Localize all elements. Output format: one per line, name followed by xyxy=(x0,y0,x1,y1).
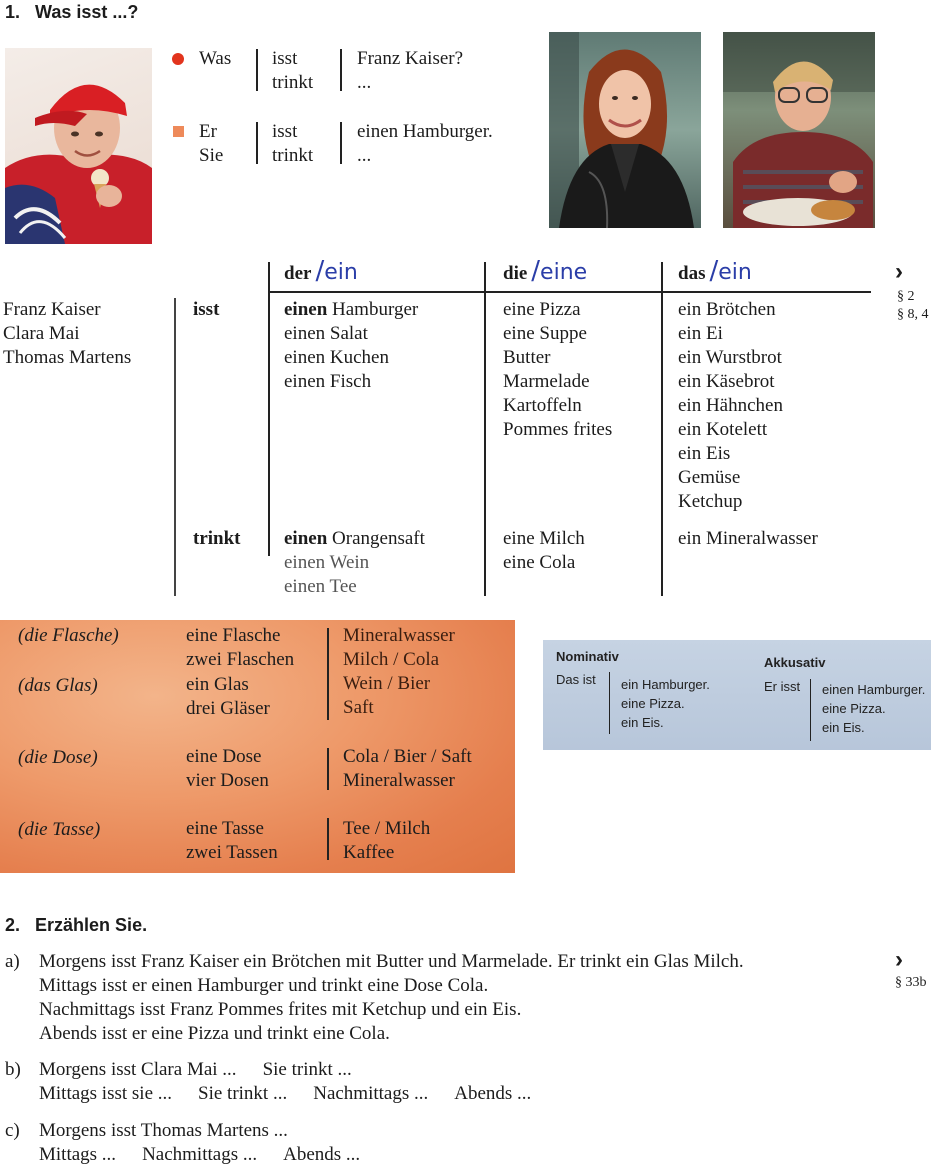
exercise-number: 2. xyxy=(5,915,21,935)
item-label-c: c) xyxy=(5,1120,20,1141)
column-header-der: der /ein xyxy=(284,256,358,286)
list-item: ein Kotelett xyxy=(678,419,768,440)
table-divider xyxy=(174,298,176,596)
akkusativ-title: Akkusativ xyxy=(764,655,826,670)
list-item: eine Pizza xyxy=(503,299,581,320)
exercise-2-heading xyxy=(5,915,147,936)
isst-das-column xyxy=(678,298,783,514)
container-drinks: Cola / Bier / Saft Mineralwasser xyxy=(343,746,472,791)
q-ellipsis: ... xyxy=(357,72,372,93)
verb-trinkt: trinkt xyxy=(193,528,241,549)
divider xyxy=(340,49,342,91)
list-item: einen Hamburger xyxy=(284,299,419,320)
table-divider xyxy=(268,262,270,556)
trinkt-das-column xyxy=(678,527,818,551)
item-b-text: Morgens isst Clara Mai ... Sie trinkt ... Mittags isst sie ... Sie trinkt ... Nachmittags ... Abends ... xyxy=(39,1059,532,1104)
divider xyxy=(256,49,258,91)
list-item: ein Brötchen xyxy=(678,299,776,320)
divider xyxy=(327,628,329,720)
divider xyxy=(609,672,610,734)
photo-woman xyxy=(549,32,701,228)
column-header-die: die /eine xyxy=(503,256,588,286)
name: Franz Kaiser xyxy=(3,299,101,320)
exercise-title: Erzählen Sie. xyxy=(35,915,148,935)
exercise-1-heading xyxy=(5,2,138,23)
akkusativ-items: einen Hamburger. eine Pizza. ein Eis. xyxy=(822,682,926,735)
container-qty: ein Glas drei Gläser xyxy=(186,674,270,719)
a-verb-trinkt: trinkt xyxy=(272,145,314,166)
list-item: ein Ei xyxy=(678,323,723,344)
item-label-a: a) xyxy=(5,951,20,972)
item-a-text: Morgens isst Franz Kaiser ein Brötchen mit Butter und Marmelade. Er trinkt ein Glas Milch. Mittags isst er einen Hamburger und trinkt eine Dose Cola. Nachmittags isst Franz Pommes frites mit Ketchup und ein Eis. Abends isst er eine Pizza und trinkt eine Cola. xyxy=(39,951,744,1044)
article-das: das xyxy=(678,263,706,284)
a-object: einen Hamburger. xyxy=(357,121,493,142)
list-item: einen Tee xyxy=(284,576,357,597)
container-label: (die Flasche) xyxy=(18,625,119,646)
table-header-rule xyxy=(268,291,871,293)
list-item: einen Orangensaft xyxy=(284,528,425,549)
verb-isst: isst xyxy=(193,299,220,320)
divider xyxy=(810,679,811,741)
list-item: einen Kuchen xyxy=(284,347,389,368)
list-item: Pommes frites xyxy=(503,419,613,440)
column-header-das: das /ein xyxy=(678,256,752,286)
article-der: der xyxy=(284,263,312,284)
margin-arrow-icon: › xyxy=(895,258,903,285)
list-item: Ketchup xyxy=(678,491,743,512)
trinkt-die-column xyxy=(503,527,585,575)
list-item: einen Wein xyxy=(284,552,370,573)
a-pronoun-er: Er xyxy=(199,121,217,142)
q-word-was: Was xyxy=(199,48,232,69)
container-qty: eine Flasche zwei Flaschen xyxy=(186,625,295,670)
container-label: (das Glas) xyxy=(18,675,98,696)
container-qty: eine Tasse zwei Tassen xyxy=(186,818,278,863)
q-verb-isst: isst xyxy=(272,48,298,69)
nominativ-title: Nominativ xyxy=(556,649,619,664)
red-bullet-icon xyxy=(172,53,184,65)
orange-square-bullet-icon xyxy=(173,126,184,137)
exercise-title: Was isst ...? xyxy=(35,2,139,22)
q-verb-trinkt: trinkt xyxy=(272,72,314,93)
a-verb-isst: isst xyxy=(272,121,298,142)
names-column xyxy=(3,298,131,370)
q-subject: Franz Kaiser? xyxy=(357,48,464,69)
photo-man-eating xyxy=(723,32,875,228)
list-item: ein Wurstbrot xyxy=(678,347,782,368)
table-divider xyxy=(661,262,663,596)
divider xyxy=(340,122,342,164)
a-pronoun-sie: Sie xyxy=(199,145,224,166)
container-label: (die Dose) xyxy=(18,747,98,768)
exercise-number: 1. xyxy=(5,2,21,22)
list-item: Butter xyxy=(503,347,551,368)
handwritten-eine: eine xyxy=(540,260,588,285)
list-item: ein Hähnchen xyxy=(678,395,783,416)
container-qty: eine Dose vier Dosen xyxy=(186,746,269,791)
margin-arrow-icon: › xyxy=(895,946,903,973)
isst-der-column xyxy=(284,298,418,394)
nominativ-items: ein Hamburger. eine Pizza. ein Eis. xyxy=(621,677,710,730)
margin-reference: § 33b xyxy=(895,975,927,990)
item-c-text: Morgens isst Thomas Martens ... Mittags ... Nachmittags ... Abends ... xyxy=(39,1120,361,1165)
name: Clara Mai xyxy=(3,323,80,344)
article-die: die xyxy=(503,263,528,284)
container-drinks: Tee / Milch Kaffee xyxy=(343,818,431,863)
nominativ-lead: Das ist xyxy=(556,672,596,687)
table-divider xyxy=(484,262,486,596)
divider xyxy=(327,818,329,860)
divider xyxy=(327,748,329,790)
item-label-b: b) xyxy=(5,1059,21,1080)
handwritten-ein: ein xyxy=(324,260,358,285)
list-item: eine Cola xyxy=(503,552,576,573)
container-drinks: Mineralwasser Milch / Cola Wein / Bier Saft xyxy=(343,625,455,718)
list-item: Gemüse xyxy=(678,467,741,488)
list-item: Kartoffeln xyxy=(503,395,582,416)
list-item: eine Milch xyxy=(503,528,585,549)
name: Thomas Martens xyxy=(3,347,132,368)
divider xyxy=(256,122,258,164)
handwritten-ein: ein xyxy=(718,260,752,285)
margin-reference: § 2 § 8, 4 xyxy=(897,289,929,322)
list-item: ein Käsebrot xyxy=(678,371,775,392)
trinkt-der-column xyxy=(284,527,425,599)
isst-die-column xyxy=(503,298,612,442)
list-item: ein Mineralwasser xyxy=(678,528,818,549)
list-item: einen Fisch xyxy=(284,371,372,392)
list-item: ein Eis xyxy=(678,443,731,464)
list-item: einen Salat xyxy=(284,323,368,344)
list-item: Marmelade xyxy=(503,371,590,392)
akkusativ-lead: Er isst xyxy=(764,679,801,694)
container-label: (die Tasse) xyxy=(18,819,101,840)
list-item: eine Suppe xyxy=(503,323,587,344)
a-ellipsis: ... xyxy=(357,145,372,166)
photo-boy-with-ice-cream xyxy=(5,48,152,244)
